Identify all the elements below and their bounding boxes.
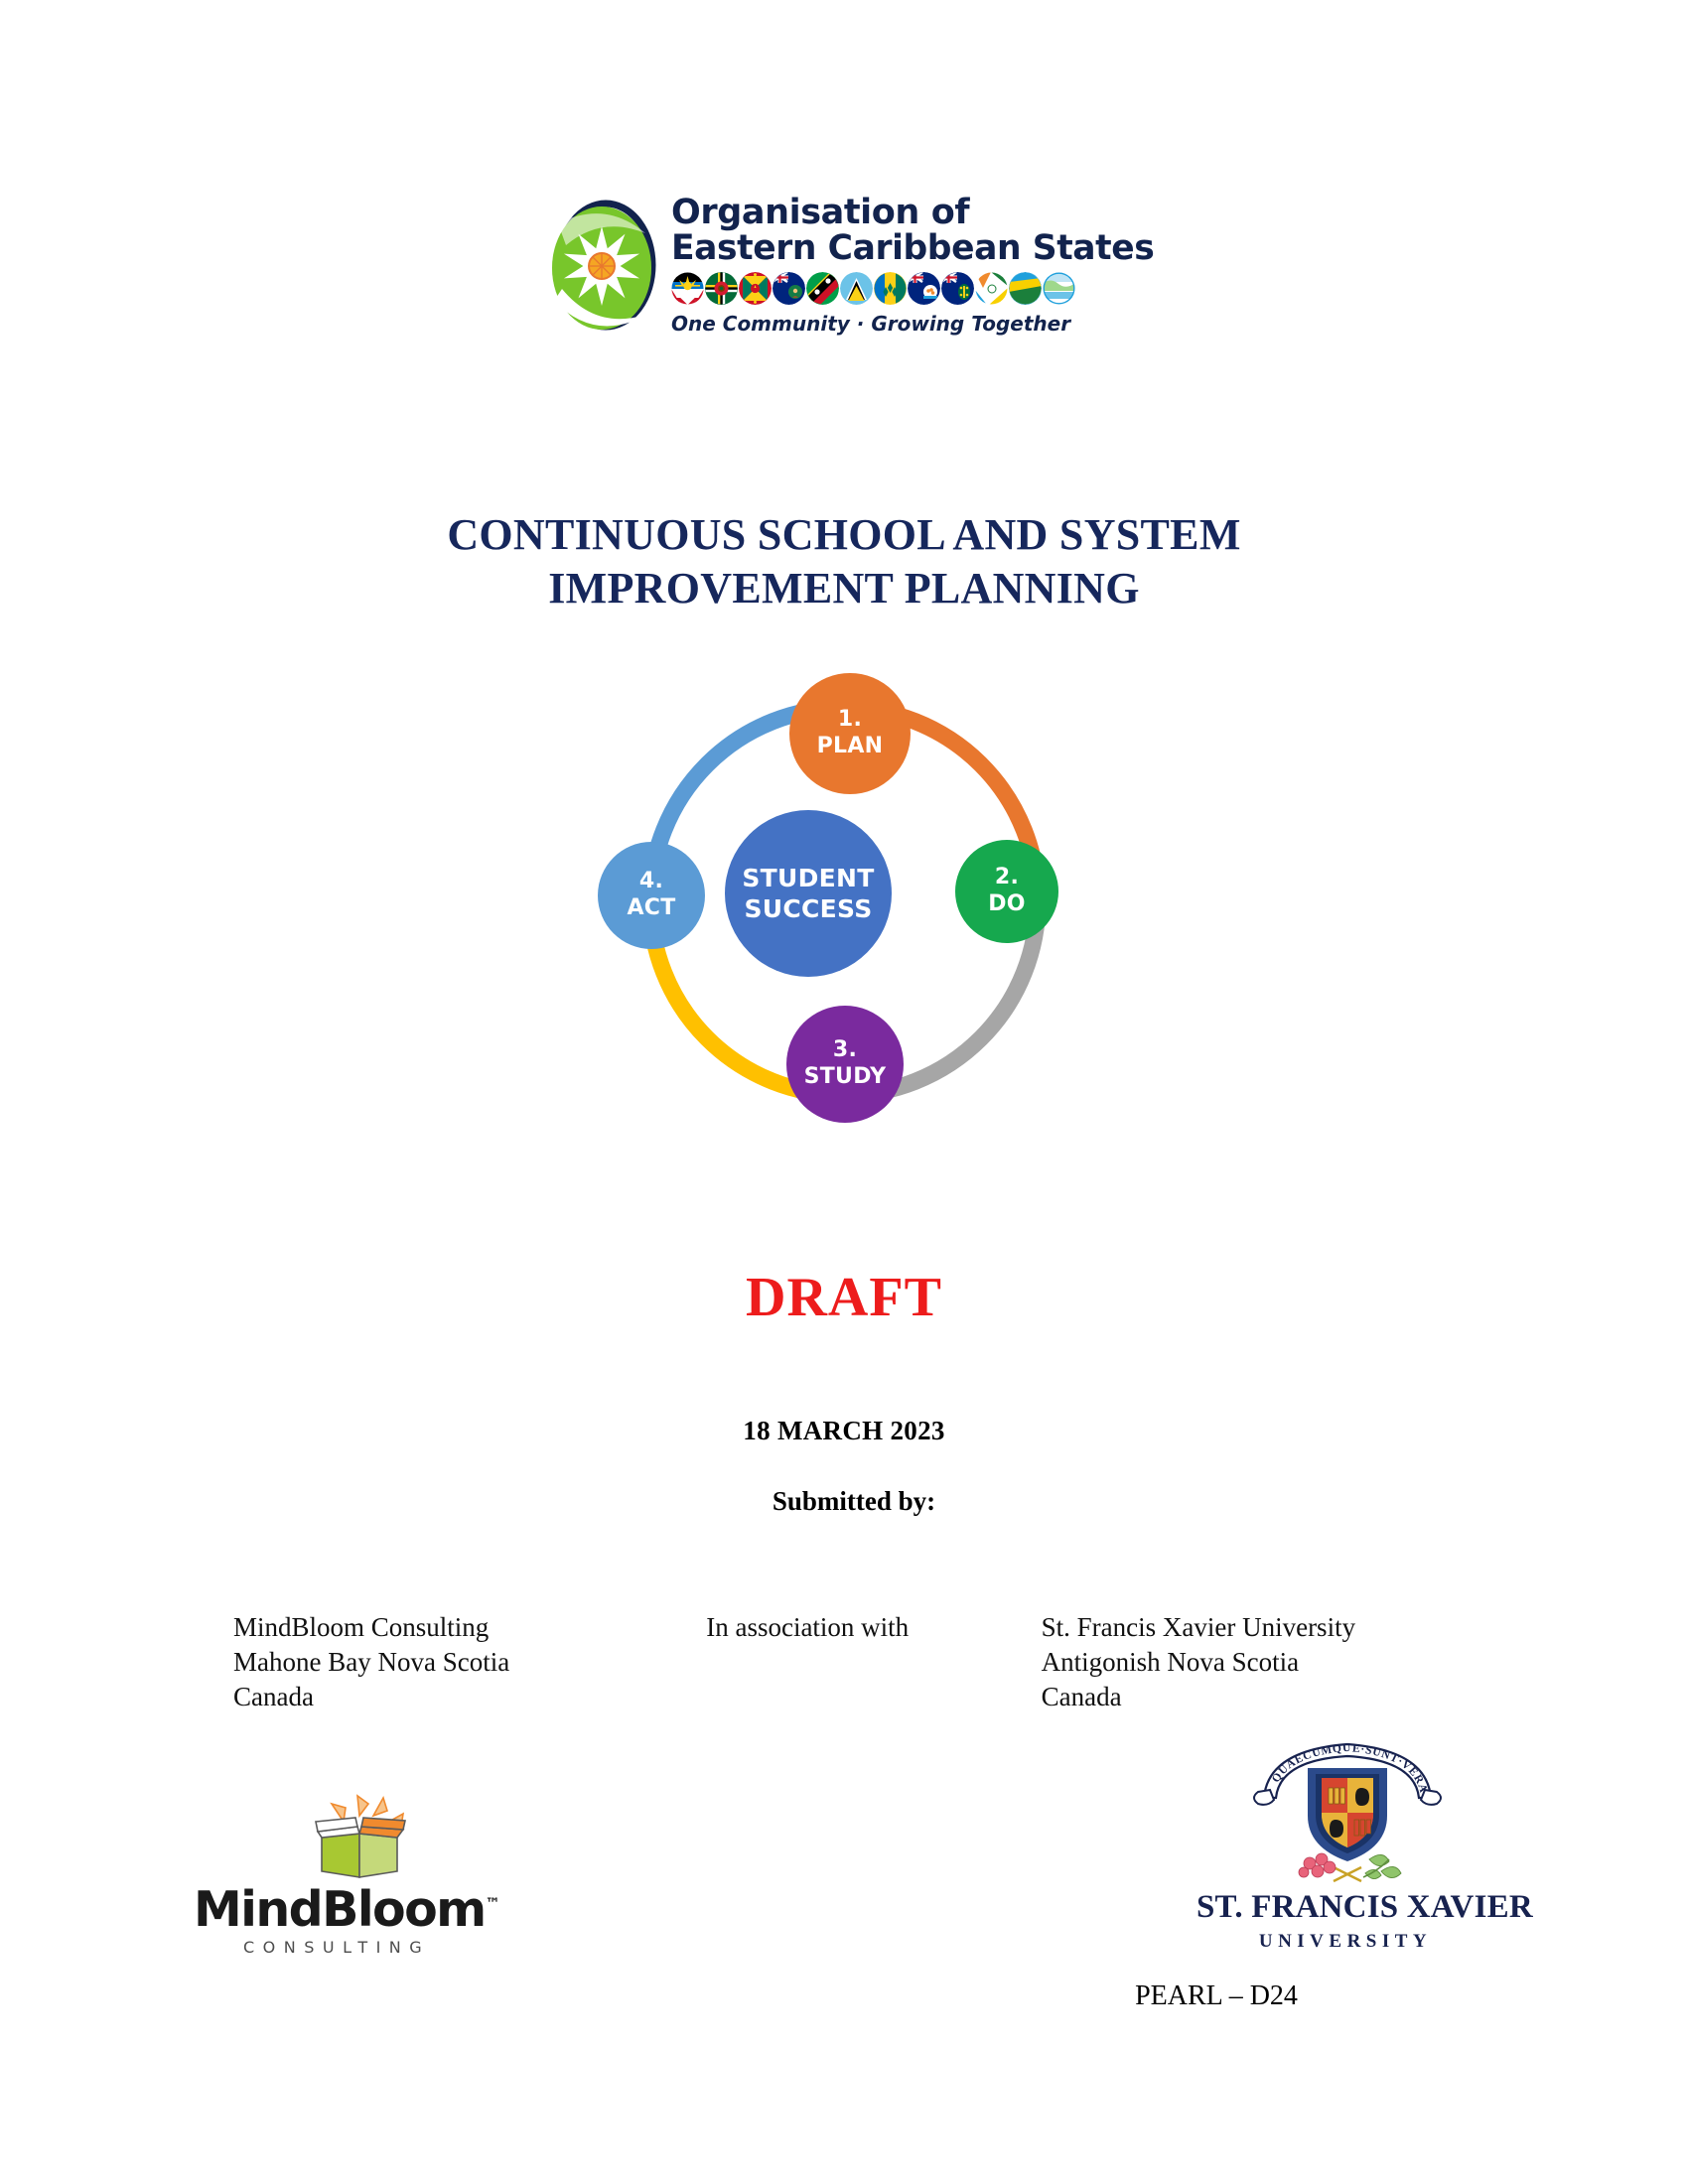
flag-icon-antigua-and-barbuda xyxy=(671,272,704,305)
flag-icon-dominica xyxy=(705,272,738,305)
page-title xyxy=(288,508,1400,614)
address-left-line-3: Canada xyxy=(233,1682,314,1712)
flag-icon-martinique xyxy=(975,272,1008,305)
address-column-left xyxy=(233,1610,706,1714)
cycle-node-plan-label: PLAN xyxy=(816,734,884,758)
flag-icon-saint-vincent-and-the-grenadines xyxy=(874,272,907,305)
page-title-line-2: IMPROVEMENT PLANNING xyxy=(548,563,1140,613)
cycle-node-plan-number: 1. xyxy=(837,707,863,733)
cycle-node-do-number: 2. xyxy=(994,865,1020,890)
address-right-line-1: St. Francis Xavier University xyxy=(1041,1612,1356,1642)
stfx-logo xyxy=(1196,1732,1533,1961)
flag-icon-anguilla xyxy=(908,272,940,305)
stfx-name: ST. FRANCIS XAVIER xyxy=(1196,1889,1533,1925)
oecs-emblem-icon xyxy=(536,194,675,342)
oecs-logo xyxy=(536,193,1155,372)
mindbloom-wordmark: MindBloom™ xyxy=(194,1881,500,1938)
page-title-line-1: CONTINUOUS SCHOOL AND SYSTEM xyxy=(447,510,1241,559)
cycle-node-do-label: DO xyxy=(988,891,1026,916)
cycle-node-study xyxy=(786,1006,904,1123)
flag-icon-grenada xyxy=(739,272,772,305)
oecs-text-block xyxy=(671,193,1155,336)
flag-icon-saint-kitts-and-nevis xyxy=(806,272,839,305)
oecs-name-line-1: Organisation of xyxy=(671,193,970,232)
footer-document-code: PEARL – D24 xyxy=(1135,1980,1298,2011)
pdsa-cycle-diagram xyxy=(576,663,1112,1199)
address-left-line-2: Mahone Bay Nova Scotia xyxy=(233,1647,510,1678)
oecs-tagline: One Community · Growing Together xyxy=(671,311,1071,336)
cycle-node-plan xyxy=(789,673,911,794)
stfx-subtitle: UNIVERSITY xyxy=(1258,1931,1433,1952)
oecs-member-flags xyxy=(671,272,1148,305)
mindbloom-box-icon xyxy=(298,1794,427,1888)
address-right-line-2: Antigonish Nova Scotia xyxy=(1041,1647,1300,1678)
address-column-middle xyxy=(706,1610,1031,1645)
oecs-name-line-2: Eastern Caribbean States xyxy=(671,227,1155,268)
cycle-node-study-label: STUDY xyxy=(803,1064,887,1089)
submitter-address-block xyxy=(233,1610,1494,1714)
cycle-node-act xyxy=(598,842,705,949)
address-left-line-1: MindBloom Consulting xyxy=(233,1612,490,1642)
submitted-by-label: Submitted by: xyxy=(772,1486,936,1516)
stfx-crest-icon xyxy=(1238,1732,1457,1891)
flag-icon-british-virgin-islands xyxy=(941,272,974,305)
mindbloom-logo xyxy=(194,1802,500,1961)
flag-icon-saint-martin xyxy=(1043,272,1075,305)
mindbloom-subtitle: CONSULTING xyxy=(243,1938,431,1957)
cycle-center-line-2: SUCCESS xyxy=(744,894,873,923)
in-association-with-label: In association with xyxy=(706,1612,910,1642)
cycle-node-act-label: ACT xyxy=(627,895,676,920)
cycle-node-act-number: 4. xyxy=(638,869,664,894)
cycle-node-study-number: 3. xyxy=(832,1037,858,1063)
mindbloom-trademark-icon: ™ xyxy=(485,1894,500,1913)
address-column-right xyxy=(1032,1610,1494,1714)
draft-stamp: DRAFT xyxy=(746,1267,942,1328)
cycle-node-do xyxy=(955,840,1058,943)
document-date: 18 MARCH 2023 xyxy=(743,1416,945,1445)
flag-icon-saint-lucia xyxy=(840,272,873,305)
stfx-motto: QUAECUMQUE·SUNT·VERA xyxy=(1270,1741,1430,1795)
cycle-center-line-1: STUDENT xyxy=(742,863,875,892)
address-right-line-3: Canada xyxy=(1041,1682,1122,1712)
flag-icon-montserrat xyxy=(773,272,805,305)
flag-icon-guadeloupe xyxy=(1009,272,1042,305)
cycle-node-center xyxy=(725,810,892,977)
